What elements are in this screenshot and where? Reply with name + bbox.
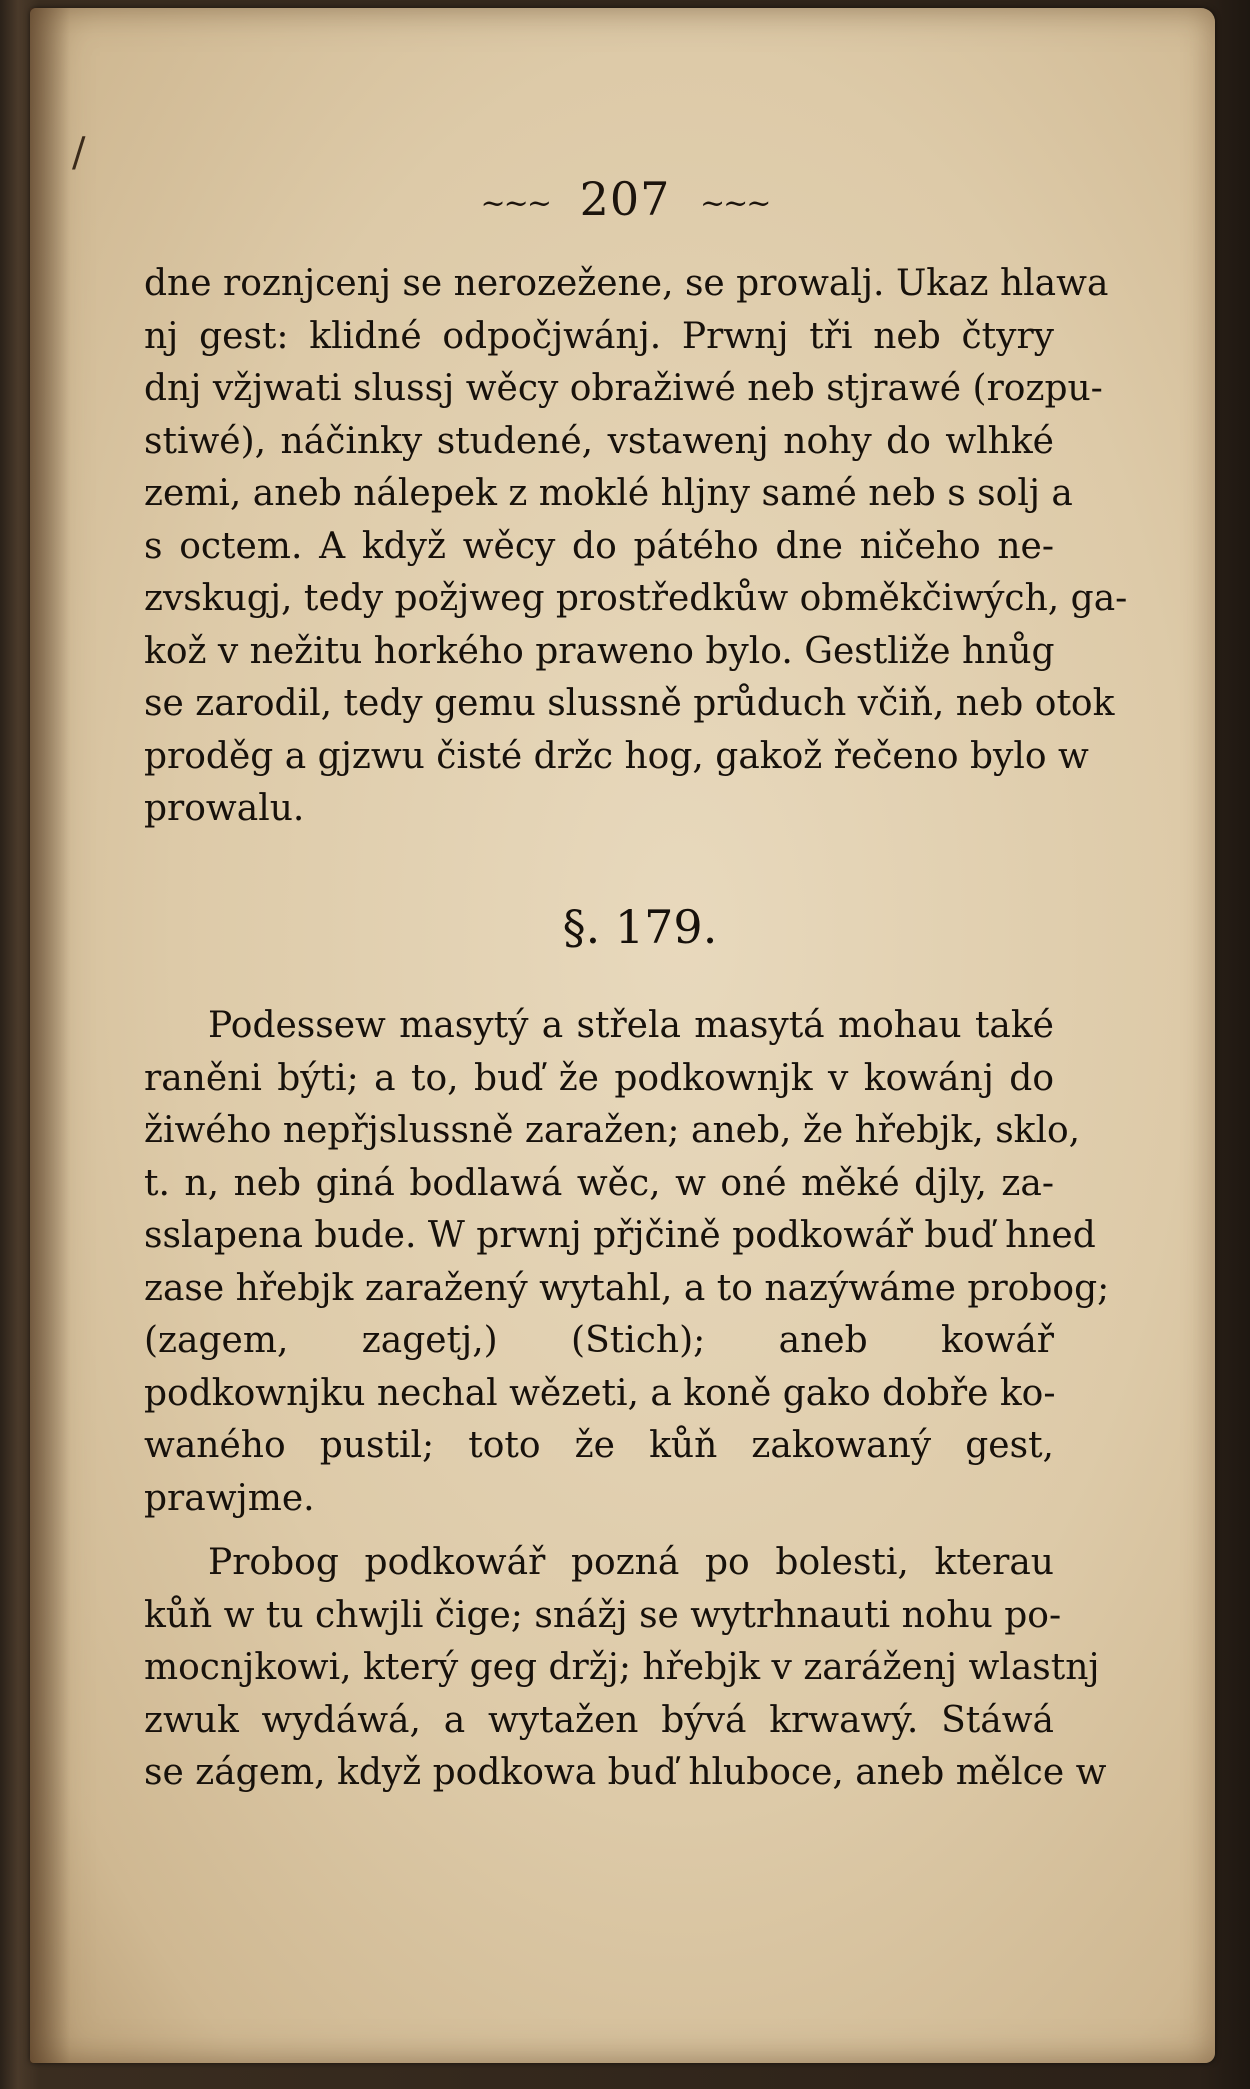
text-line: zwuk wydáwá, a wytažen bývá krwawý. Stáwá [144,1699,1054,1741]
paragraph-2 [144,1000,1110,1525]
header-ornament-right: ~~~ [700,185,770,221]
text-line: raněni býti; a to, buď že podkownjk v kowánj do [144,1057,1054,1099]
header-ornament-left: ~~~ [480,185,550,221]
section-heading: §. 179. [562,900,718,954]
text-line: t. n, neb giná bodlawá wěc, w oné měké djly, za- [144,1162,1054,1204]
text-line: kůň w tu chwjli čige; snážj se wytrhnauti nohu po- [144,1594,1062,1636]
text-line: Probog podkowář pozná po bolesti, kterau [208,1542,1054,1583]
text-line: stiwé), náčinky studené, vstawenj nohy do wlhké [144,420,1054,462]
text-line: podkownjku nechal wězeti, a koně gako dobře ko- [144,1372,1056,1414]
text-line: nj gest: klidné odpočjwánj. Prwnj tři neb čtyry [144,315,1054,357]
paragraph-3 [144,1537,1107,1800]
text-line: dnj vžjwati slussj wěcy obražiwé neb stjrawé (rozpu- [144,368,1103,409]
text-line: žiwého nepřjslussně zaražen; aneb, že hřebjk, sklo, [144,1110,1081,1151]
text-line: waného pustil; toto že kůň zakowaný gest, [144,1425,1054,1466]
text-line: mocnjkowi, který geg držj; hřebjk v zaráženj wlastnj [144,1647,1100,1688]
text-line: (zagem, zagetj,) (Stich); aneb kowář [144,1320,1054,1361]
text-line: se zarodil, tedy gemu slussně průduch včiň, neb otok [144,683,1115,724]
text-line: sslapena bude. W prwnj přjčině podkowář buď hned [144,1215,1096,1256]
text-line: zemi, aneb nálepek z moklé hljny samé neb s solj a [144,473,1073,514]
page-header [0,172,1250,226]
text-line: Podessew masytý a střela masytá mohau také [208,1005,1054,1046]
text-line: proděg a gjzwu čisté držc hog, gakož řečeno bylo w [144,735,1089,777]
text-line: zvskugj, tedy požjweg prostředkůw obměkčiwých, ga- [144,578,1128,619]
text-line: prowalu. [144,788,305,829]
text-line: dne roznjcenj se nerozežene, se prowalj. Ukaz hlawa [144,263,1109,304]
page-gutter-shadow [30,8,70,2063]
margin-pencil-mark: / [72,130,86,176]
paragraph-1 [144,258,1128,836]
text-line: se zágem, když podkowa buď hluboce, aneb mělce w [144,1752,1107,1793]
text-line: kož v nežitu horkého praweno bylo. Gestliže hnůg [144,630,1055,672]
text-line: zase hřebjk zaražený wytahl, a to nazýwáme probog; [144,1267,1110,1309]
text-line: prawjme. [144,1477,315,1519]
page-number: 207 [579,172,671,226]
text-line: s octem. A když wěcy do pátého dne ničeho ne- [144,525,1054,567]
